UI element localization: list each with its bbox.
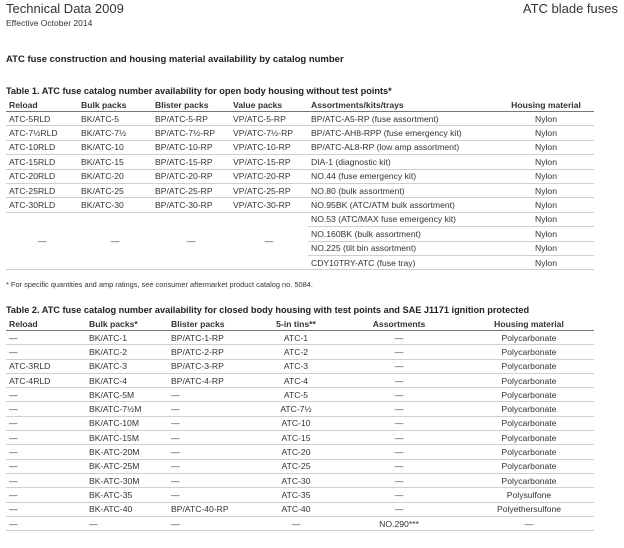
- table2-cell: BP/ATC-3-RP: [168, 359, 258, 373]
- table2-row: [6, 488, 594, 502]
- table1-row: [6, 198, 594, 212]
- table2-cell: ATC-5: [258, 388, 334, 402]
- table1-cell: Nylon: [498, 212, 594, 226]
- table2-cell: Polycarbonate: [464, 473, 594, 487]
- table2-cell: —: [334, 331, 464, 345]
- table1: [6, 99, 594, 270]
- table2-cell: —: [334, 445, 464, 459]
- table2-cell: Polysulfone: [464, 488, 594, 502]
- table1-col-header: Reload: [6, 99, 78, 112]
- table2-cell: BK-ATC-35: [86, 488, 168, 502]
- table2-cell: BK/ATC-4: [86, 373, 168, 387]
- table2-cell: BP/ATC-2-RP: [168, 345, 258, 359]
- table1-cell: ATC-5RLD: [6, 112, 78, 126]
- table2: [6, 318, 594, 531]
- table2-cell: —: [168, 445, 258, 459]
- table2-cell: —: [6, 331, 86, 345]
- table1-merged-cell: —: [230, 212, 308, 270]
- table1-cell: NO.160BK (bulk assortment): [308, 227, 498, 241]
- table2-col-header: Bulk packs*: [86, 318, 168, 331]
- table1-cell: VP/ATC-20-RP: [230, 169, 308, 183]
- table2-cell: —: [334, 416, 464, 430]
- table2-cell: Polycarbonate: [464, 445, 594, 459]
- table2-row: [6, 331, 594, 345]
- table2-cell: —: [334, 345, 464, 359]
- table1-cell: Nylon: [498, 126, 594, 140]
- table2-cell: —: [6, 502, 86, 516]
- table1-cell: VP/ATC-15-RP: [230, 155, 308, 169]
- table2-cell: —: [6, 416, 86, 430]
- section-title: ATC fuse construction and housing material availability by catalog number: [6, 54, 344, 65]
- table2-cell: —: [168, 388, 258, 402]
- table1-cell: BK/ATC-10: [78, 140, 152, 154]
- table2-cell: —: [258, 516, 334, 530]
- table2-row: [6, 516, 594, 530]
- table1-cell: BP/ATC-30-RP: [152, 198, 230, 212]
- table2-cell: —: [6, 445, 86, 459]
- table1-merged-cell: —: [78, 212, 152, 270]
- table1-cell: NO.53 (ATC/MAX fuse emergency kit): [308, 212, 498, 226]
- table2-cell: —: [168, 459, 258, 473]
- table2-row: [6, 416, 594, 430]
- table1-cell: BP/ATC-5-RP: [152, 112, 230, 126]
- table1-row: [6, 126, 594, 140]
- table2-cell: Polycarbonate: [464, 331, 594, 345]
- table2-row: [6, 473, 594, 487]
- table1-cell: VP/ATC-30-RP: [230, 198, 308, 212]
- table1-cell: ATC-25RLD: [6, 183, 78, 197]
- table1-title: Table 1. ATC fuse catalog number availability for open body housing without test points*: [6, 86, 392, 96]
- table1-cell: VP/ATC-7½-RP: [230, 126, 308, 140]
- table2-cell: BK/ATC-5M: [86, 388, 168, 402]
- table1-cell: NO.225 (tilt bin assortment): [308, 241, 498, 255]
- table2-cell: BP/ATC-4-RP: [168, 373, 258, 387]
- table1-header-row: [6, 99, 594, 112]
- table2-cell: ATC-15: [258, 431, 334, 445]
- table2-cell: —: [6, 516, 86, 530]
- table2-cell: ATC-35: [258, 488, 334, 502]
- table2-cell: BK/ATC-2: [86, 345, 168, 359]
- table1-cell: BK/ATC-30: [78, 198, 152, 212]
- table1-cell: Nylon: [498, 227, 594, 241]
- table2-cell: —: [464, 516, 594, 530]
- table2-cell: —: [6, 488, 86, 502]
- table1-cell: DIA-1 (diagnostic kit): [308, 155, 498, 169]
- table2-cell: —: [168, 416, 258, 430]
- table2-cell: ATC-20: [258, 445, 334, 459]
- table2-cell: Polycarbonate: [464, 388, 594, 402]
- table1-cell: ATC-15RLD: [6, 155, 78, 169]
- table1-cell: BP/ATC-20-RP: [152, 169, 230, 183]
- table2-title: Table 2. ATC fuse catalog number availability for closed body housing with test points and SAE J1171 ignition protected: [6, 305, 530, 315]
- table1-cell: Nylon: [498, 112, 594, 126]
- table2-cell: ATC-30: [258, 473, 334, 487]
- table2-cell: Polycarbonate: [464, 416, 594, 430]
- table2-cell: Polycarbonate: [464, 431, 594, 445]
- table2-cell: ATC-2: [258, 345, 334, 359]
- table2-cell: ATC-4RLD: [6, 373, 86, 387]
- table2-cell: —: [168, 431, 258, 445]
- table2-cell: ATC-7½: [258, 402, 334, 416]
- table1-cell: BK/ATC-5: [78, 112, 152, 126]
- table2-cell: BK-ATC-20M: [86, 445, 168, 459]
- header-right-title: ATC blade fuses: [522, 1, 618, 16]
- table1-row: [6, 169, 594, 183]
- table2-cell: —: [168, 473, 258, 487]
- table2-col-header: Blister packs: [168, 318, 258, 331]
- table2-row: [6, 431, 594, 445]
- table1-cell: NO.44 (fuse emergency kit): [308, 169, 498, 183]
- table1-cell: VP/ATC-25-RP: [230, 183, 308, 197]
- table1-cell: NO.80 (bulk assortment): [308, 183, 498, 197]
- table1-cell: VP/ATC-10-RP: [230, 140, 308, 154]
- table1-cell: NO.95BK (ATC/ATM bulk assortment): [308, 198, 498, 212]
- table2-cell: —: [6, 431, 86, 445]
- table1-cell: ATC-20RLD: [6, 169, 78, 183]
- table1-cell: BP/ATC-AH8-RPP (fuse emergency kit): [308, 126, 498, 140]
- table2-cell: —: [334, 459, 464, 473]
- table2-cell: Polycarbonate: [464, 345, 594, 359]
- header-title: Technical Data 2009: [6, 1, 124, 16]
- table2-cell: ATC-4: [258, 373, 334, 387]
- table2-cell: —: [334, 359, 464, 373]
- table1-cell: BP/ATC-7½-RP: [152, 126, 230, 140]
- table2-cell: —: [334, 373, 464, 387]
- table1-cell: BK/ATC-7½: [78, 126, 152, 140]
- table2-col-header: Reload: [6, 318, 86, 331]
- table2-row: [6, 402, 594, 416]
- table2-cell: Polycarbonate: [464, 359, 594, 373]
- table2-row: [6, 459, 594, 473]
- table2-cell: BK/ATC-3: [86, 359, 168, 373]
- table2-cell: Polycarbonate: [464, 402, 594, 416]
- table2-cell: BK/ATC-1: [86, 331, 168, 345]
- table2-row: [6, 388, 594, 402]
- table1-col-header: Housing material: [498, 99, 594, 112]
- table2-cell: —: [168, 516, 258, 530]
- table2-cell: —: [334, 473, 464, 487]
- table2-row: [6, 445, 594, 459]
- table2-cell: —: [334, 388, 464, 402]
- table2-col-header: 5-in tins**: [258, 318, 334, 331]
- table1-row: [6, 155, 594, 169]
- table1-cell: ATC-30RLD: [6, 198, 78, 212]
- table1-row: [6, 140, 594, 154]
- table2-cell: ATC-40: [258, 502, 334, 516]
- table1-cell: BK/ATC-25: [78, 183, 152, 197]
- table1-cell: BP/ATC-10-RP: [152, 140, 230, 154]
- table1-row: [6, 212, 594, 226]
- table1-cell: ATC-7½RLD: [6, 126, 78, 140]
- table1-cell: Nylon: [498, 140, 594, 154]
- table1-cell: BP/ATC-A5-RP (fuse assortment): [308, 112, 498, 126]
- table2-col-header: Assortments: [334, 318, 464, 331]
- table1-row: [6, 112, 594, 126]
- table2-cell: BK/ATC-7½M: [86, 402, 168, 416]
- table1-cell: BK/ATC-20: [78, 169, 152, 183]
- table1-cell: Nylon: [498, 198, 594, 212]
- table1-cell: Nylon: [498, 169, 594, 183]
- table2-cell: —: [6, 345, 86, 359]
- table2-cell: BP/ATC-1-RP: [168, 331, 258, 345]
- table1-col-header: Value packs: [230, 99, 308, 112]
- table1-row: [6, 183, 594, 197]
- table2-cell: ATC-3: [258, 359, 334, 373]
- table1-cell: Nylon: [498, 255, 594, 269]
- table2-cell: —: [6, 459, 86, 473]
- table2-cell: ATC-1: [258, 331, 334, 345]
- table2-cell: ATC-25: [258, 459, 334, 473]
- table2-cell: —: [334, 502, 464, 516]
- table2-row: [6, 502, 594, 516]
- table2-cell: —: [6, 388, 86, 402]
- table1-cell: CDY10TRY-ATC (fuse tray): [308, 255, 498, 269]
- table1-col-header: Assortments/kits/trays: [308, 99, 498, 112]
- table2-cell: —: [168, 402, 258, 416]
- table1-cell: Nylon: [498, 183, 594, 197]
- table2-cell: —: [86, 516, 168, 530]
- header-subtitle: Effective October 2014: [6, 18, 93, 28]
- table1-cell: BP/ATC-AL8-RP (low amp assortment): [308, 140, 498, 154]
- table1-col-header: Bulk packs: [78, 99, 152, 112]
- table1-merged-cell: —: [6, 212, 78, 270]
- table2-cell: Polyethersulfone: [464, 502, 594, 516]
- table2-cell: BK-ATC-40: [86, 502, 168, 516]
- table1-cell: BK/ATC-15: [78, 155, 152, 169]
- table2-cell: —: [6, 473, 86, 487]
- table2-cell: Polycarbonate: [464, 373, 594, 387]
- table1-cell: BP/ATC-15-RP: [152, 155, 230, 169]
- table2-cell: ATC-10: [258, 416, 334, 430]
- table2-cell: BK-ATC-25M: [86, 459, 168, 473]
- table2-cell: BK-ATC-30M: [86, 473, 168, 487]
- table2-cell: —: [334, 488, 464, 502]
- table2-cell: BK/ATC-15M: [86, 431, 168, 445]
- table2-col-header: Housing material: [464, 318, 594, 331]
- table2-row: [6, 359, 594, 373]
- table2-row: [6, 373, 594, 387]
- table2-cell: BP/ATC-40-RP: [168, 502, 258, 516]
- table2-cell: BK/ATC-10M: [86, 416, 168, 430]
- table1-cell: Nylon: [498, 155, 594, 169]
- table2-cell: —: [334, 431, 464, 445]
- table2-cell: —: [6, 402, 86, 416]
- table2-header-row: [6, 318, 594, 331]
- table1-cell: BP/ATC-25-RP: [152, 183, 230, 197]
- table2-cell: —: [334, 402, 464, 416]
- table1-cell: ATC-10RLD: [6, 140, 78, 154]
- table2-row: [6, 345, 594, 359]
- table1-merged-cell: —: [152, 212, 230, 270]
- table1-col-header: Blister packs: [152, 99, 230, 112]
- table1-cell: VP/ATC-5-RP: [230, 112, 308, 126]
- table2-cell: —: [168, 488, 258, 502]
- table2-cell: Polycarbonate: [464, 459, 594, 473]
- table1-footnote: * For specific quantities and amp ratings, see consumer aftermarket product catalog no. 5084.: [6, 280, 313, 289]
- table2-cell: ATC-3RLD: [6, 359, 86, 373]
- table2-cell: NO.290***: [334, 516, 464, 530]
- table1-cell: Nylon: [498, 241, 594, 255]
